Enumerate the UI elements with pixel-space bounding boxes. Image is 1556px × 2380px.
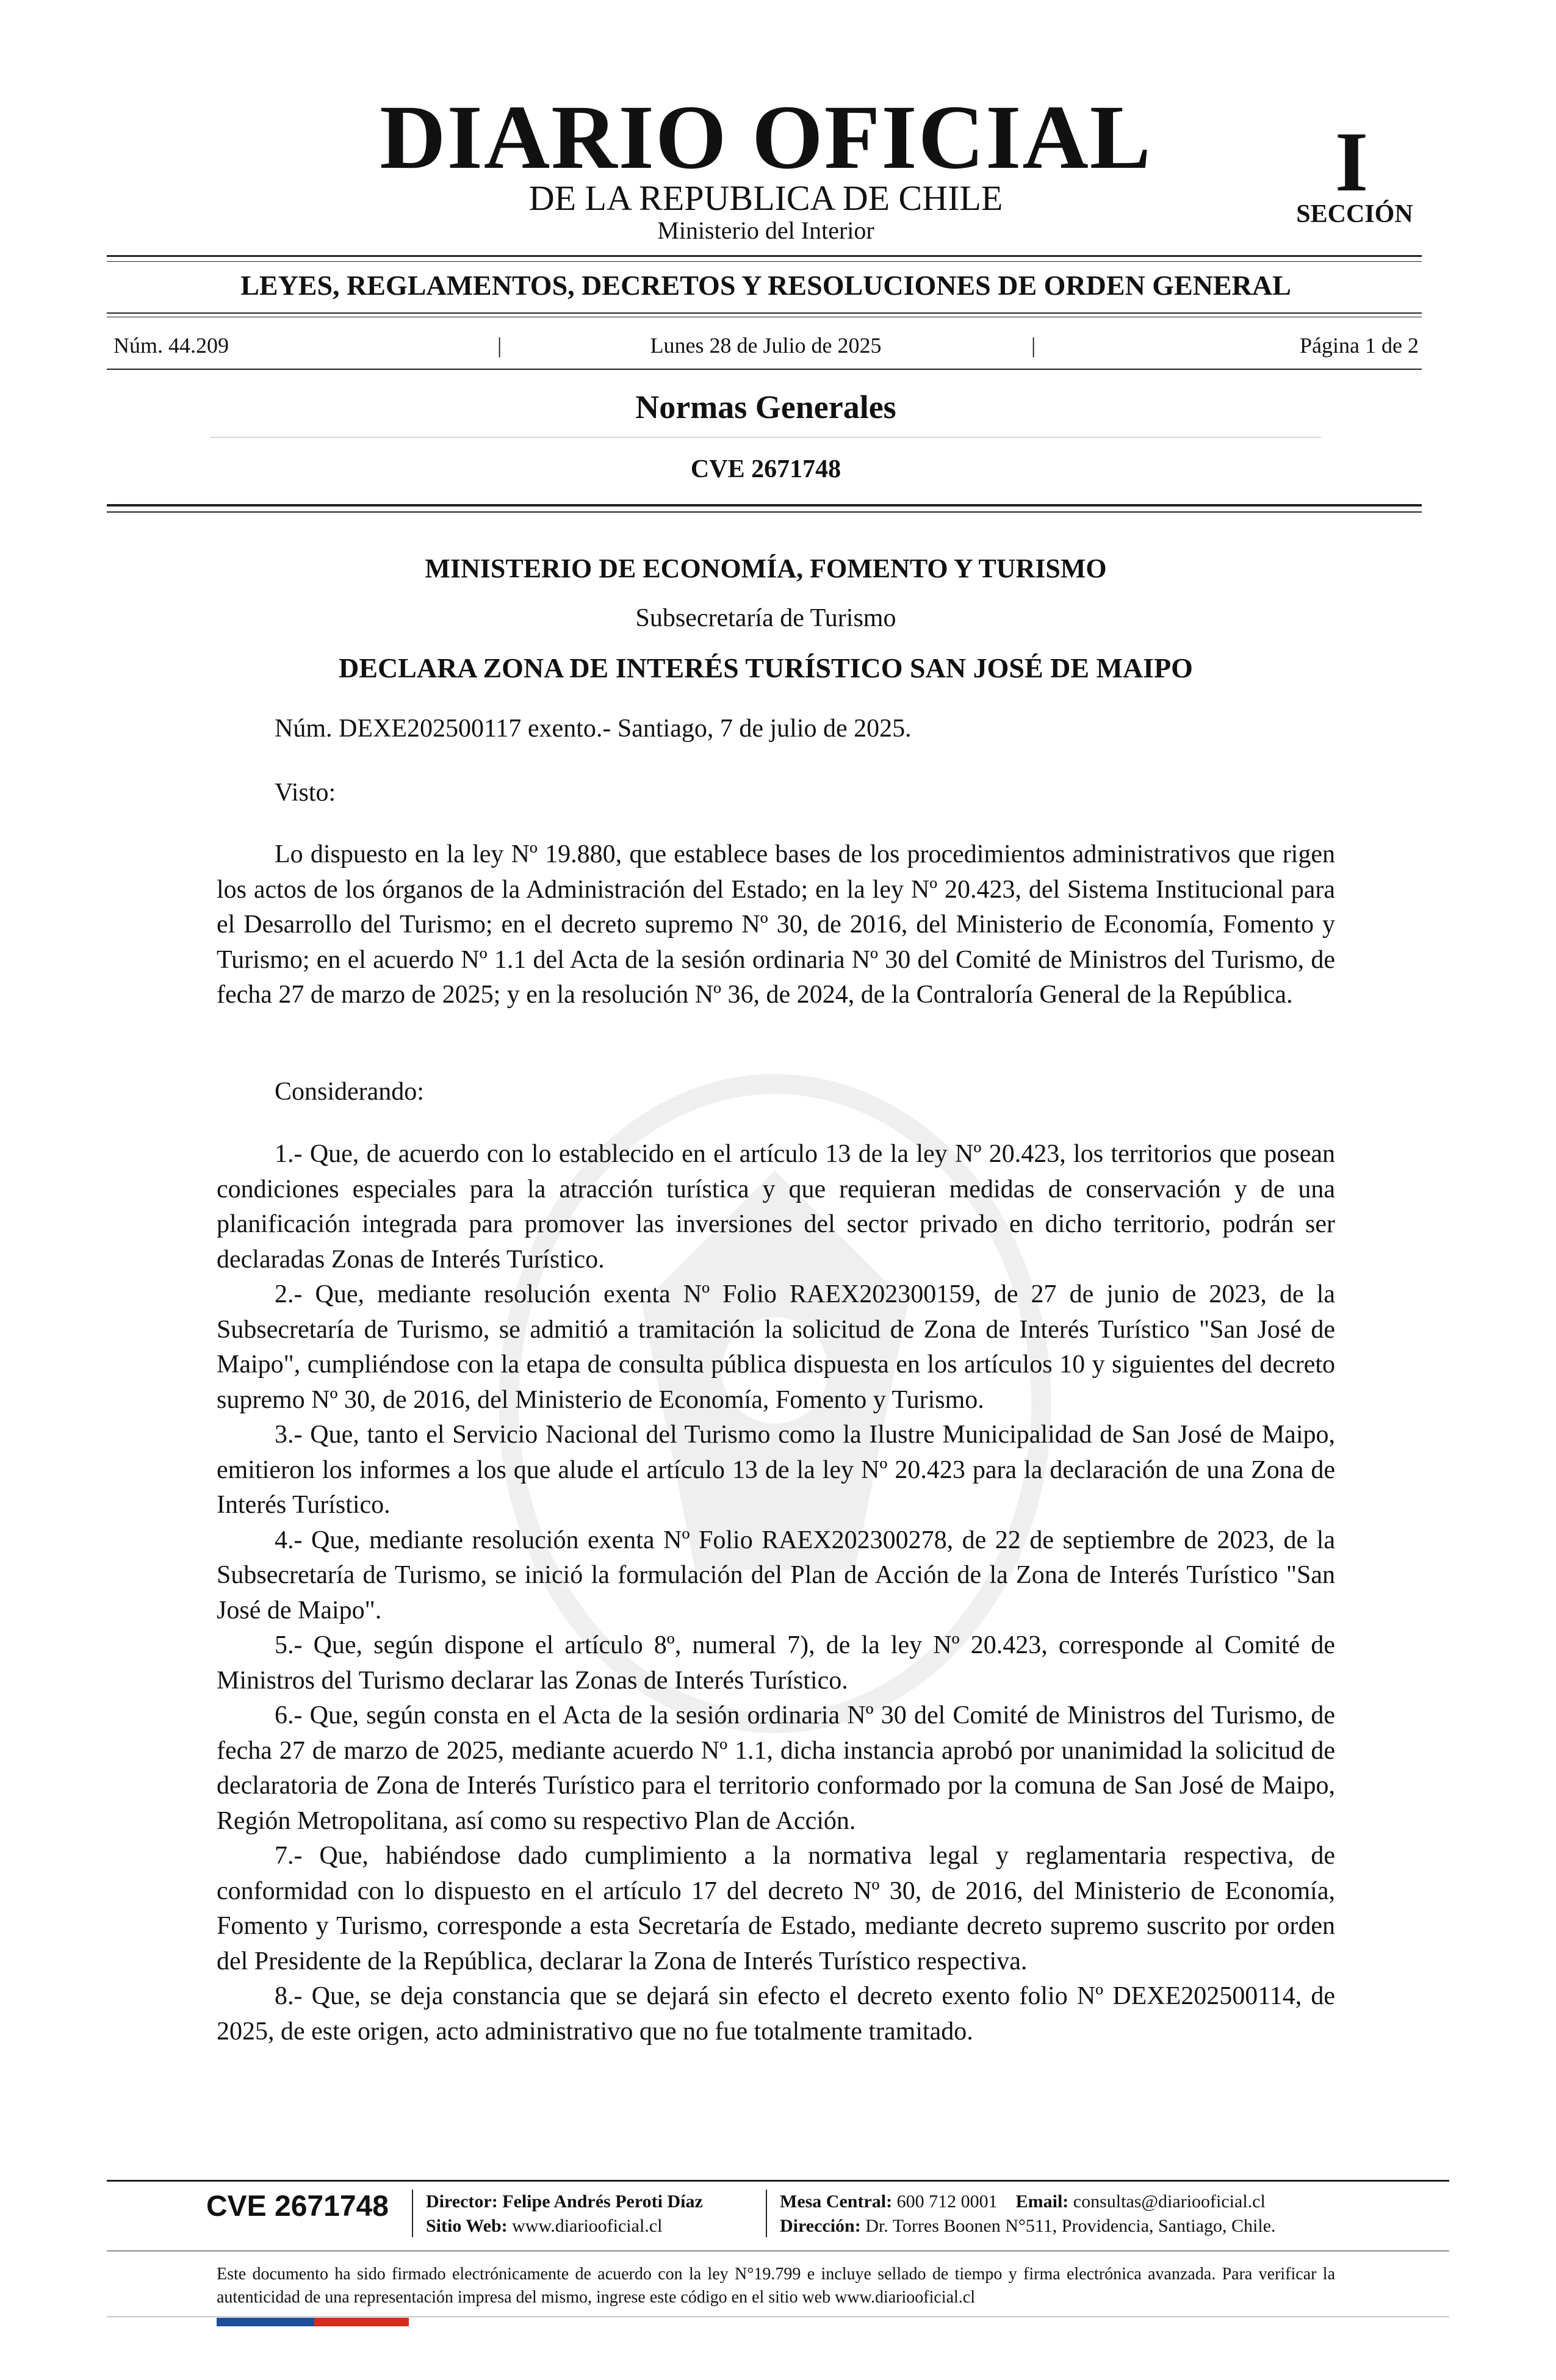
cve-code: CVE 2671748 (690, 455, 841, 483)
publication-date: Lunes 28 de Julio de 2025 (650, 333, 882, 358)
email-label: Email: (1015, 2191, 1069, 2212)
footer-legal-notice: Este documento ha sido firmado electrónicamente de acuerdo con la ley N°19.799 e incluye sellado de tiempo y firma electrónica avanzada. Para verificar la autenticidad de una representación impresa del mismo, ingrese este código en el sitio web www.diariooficial.cl (217, 2265, 1335, 2307)
section-heading-rule (211, 437, 1321, 438)
considerando-item: 8.- Que, se deja constancia que se dejará sin efecto el decreto exento folio Nº DEXE202500114, de 2025, de este origen, acto administrativo que no fue totalmente tramitado. (217, 1982, 1335, 2046)
considerando-item: 7.- Que, habiéndose dado cumplimiento a la normativa legal y reglamentaria respectiva, de conformidad con lo dispuesto en el artículo 17 del decreto Nº 30, de 2016, del Ministerio de Economía, Fomento y Turismo, corresponde a esta Secretaría de Estado, mediante decreto supremo suscrito por orden del Presidente de la República, declarar la Zona de Interés Turístico respectiva. (217, 1842, 1335, 1975)
considerando-item: 3.- Que, tanto el Servicio Nacional del Turismo como la Ilustre Municipalidad de San José de Maipo, emitieron los informes a los que alude el artículo 13 de la ley Nº 20.423 para la declaración de una Zona de Interés Turístico. (217, 1421, 1335, 1519)
decree-number: Núm. DEXE202500117 exento.- Santiago, 7 de julio de 2025. (275, 715, 912, 743)
category-rule-1 (107, 312, 1422, 314)
meta-separator: | (497, 333, 502, 358)
header-rule-thick (107, 504, 1422, 507)
flag-bar-red (314, 2318, 409, 2326)
footer-cve-code: CVE 2671748 (206, 2190, 389, 2223)
considerando-item: 1.- Que, de acuerdo con lo establecido en el artículo 13 de la ley Nº 20.423, los territorios que posean condiciones especiales para la atracción turística y que requieran medidas de conservación y de una planificación integrada para promover las inversiones del sector privado en dicho territorio, podrán ser declaradas Zonas de Interés Turístico. (217, 1140, 1335, 1274)
director-name: Felipe Andrés Peroti Díaz (502, 2191, 703, 2212)
considerando-item: 4.- Que, mediante resolución exenta Nº Folio RAEX202300278, de 22 de septiembre de 2023, de la Subsecretaría de Turismo, se inició la formulación del Plan de Acción de la Zona de Interés Turístico "San José de Maipo". (217, 1526, 1335, 1625)
section-heading: Normas Generales (635, 389, 896, 425)
section-numeral: I (1334, 115, 1369, 209)
footer-divider (412, 2190, 413, 2237)
considerando-item: 6.- Que, según consta en el Acta de la sesión ordinaria Nº 30 del Comité de Ministros del Turismo, de fecha 27 de marzo de 2025, mediante acuerdo Nº 1.1, dicha instancia aprobó por unanimidad la solicitud de declaratoria de Zona de Interés Turístico para el territorio conformado por la comuna de San José de Maipo, Región Metropolitana, así como su respectivo Plan de Acción. (217, 1701, 1335, 1835)
considerandos-list (217, 1137, 1335, 2049)
footer-divider (766, 2190, 767, 2237)
section-label: SECCIÓN (1296, 200, 1413, 228)
flag-bar-blue (217, 2318, 314, 2326)
director-label: Director: (426, 2191, 498, 2212)
direccion-label: Dirección: (780, 2216, 861, 2236)
footer-address (780, 2214, 1276, 2238)
direccion-value: Dr. Torres Boonen N°511, Providencia, Santiago, Chile. (865, 2216, 1276, 2236)
issue-number: Núm. 44.209 (113, 333, 229, 358)
page-indicator: Página 1 de 2 (1300, 333, 1419, 358)
decree-title: DECLARA ZONA DE INTERÉS TURÍSTICO SAN JOSÉ DE MAIPO (339, 652, 1193, 683)
footer-director (426, 2190, 703, 2214)
considerando-item: 2.- Que, mediante resolución exenta Nº Folio RAEX202300159, de 27 de junio de 2023, de la Subsecretaría de Turismo, se admitió a tramitación la solicitud de Zona de Interés Turístico "San José de Maipo", cumpliéndose con la etapa de consulta pública dispuesta en los artículos 10 y siguientes del decreto supremo Nº 30, de 2016, del Ministerio de Economía, Fomento y Turismo. (217, 1280, 1335, 1414)
mesa-value: 600 712 0001 (896, 2191, 998, 2212)
considerando-label: Considerando: (275, 1078, 424, 1106)
masthead-rule-top-thin (107, 261, 1422, 262)
category-title: LEYES, REGLAMENTOS, DECRETOS Y RESOLUCIONES DE ORDEN GENERAL (240, 270, 1291, 301)
mesa-label: Mesa Central: (780, 2191, 893, 2212)
header-rule-thin (107, 511, 1422, 513)
considerando-item: 5.- Que, según dispone el artículo 8º, numeral 7), de la ley Nº 20.423, corresponde al Comité de Ministros del Turismo declarar las Zonas de Interés Turístico. (217, 1631, 1335, 1695)
website-link[interactable]: www.diariooficial.cl (512, 2216, 663, 2236)
meta-separator: | (1031, 333, 1036, 358)
masthead-rule-top (107, 255, 1422, 257)
issuing-subsecretaria: Subsecretaría de Turismo (635, 604, 896, 632)
masthead-subtitle: DE LA REPUBLICA DE CHILE (528, 178, 1003, 218)
website-label: Sitio Web: (426, 2216, 508, 2236)
meta-rule (107, 369, 1422, 370)
visto-label: Visto: (275, 779, 336, 807)
masthead-title: DIARIO OFICIAL (380, 87, 1152, 188)
email-link[interactable]: consultas@diariooficial.cl (1073, 2191, 1266, 2212)
issuing-ministry: MINISTERIO DE ECONOMÍA, FOMENTO Y TURISMO (425, 554, 1107, 583)
footer-website (426, 2214, 662, 2238)
footer-rule-top (107, 2180, 1449, 2182)
visto-paragraph: Lo dispuesto en la ley Nº 19.880, que establece bases de los procedimientos administrativos que rigen los actos de los órganos de la Administración del Estado; en la ley Nº 20.423, del Sistema Institucional para el Desarrollo del Turismo; en el decreto supremo Nº 30, de 2016, del Ministerio de Economía, Fomento y Turismo; en el acuerdo Nº 1.1 del Acta de la sesión ordinaria Nº 30 del Comité de Ministros del Turismo, de fecha 27 de marzo de 2025; y en la resolución Nº 36, de 2024, de la Contraloría General de la República. (217, 840, 1335, 1009)
footer-contact (780, 2190, 1266, 2214)
masthead-ministry: Ministerio del Interior (657, 217, 874, 244)
